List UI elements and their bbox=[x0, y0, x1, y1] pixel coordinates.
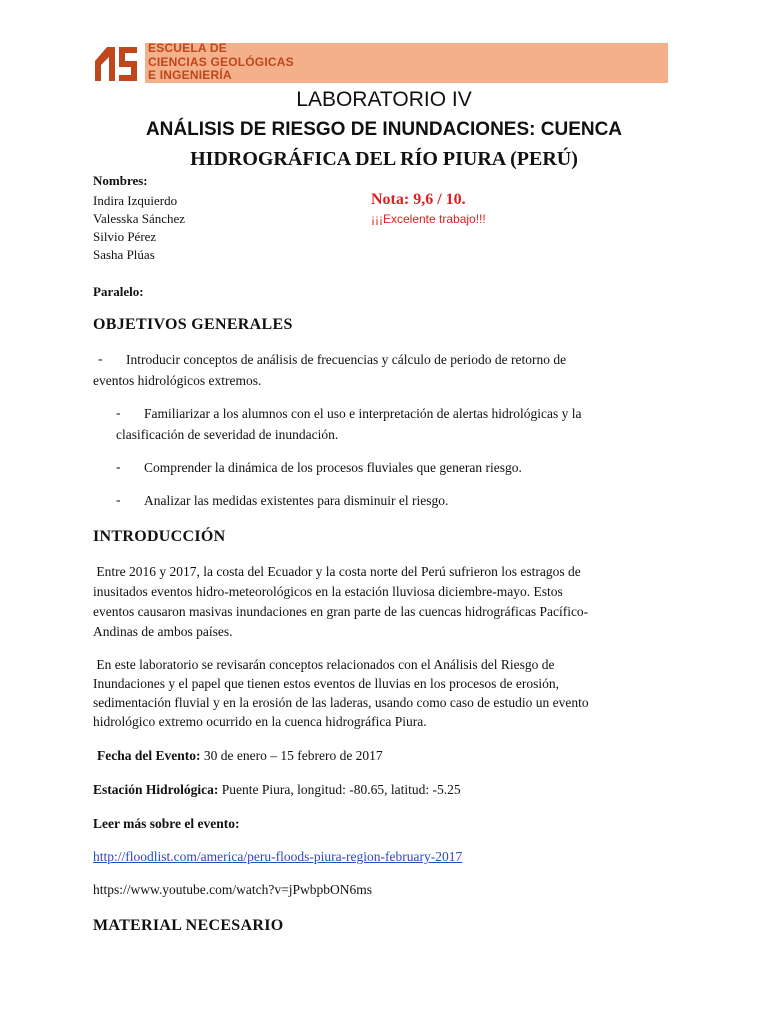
student-name: Silvio Pérez bbox=[93, 229, 157, 244]
document-title: LABORATORIO IV bbox=[296, 88, 472, 111]
objective-item-line: eventos hidrológicos extremos. bbox=[93, 373, 262, 388]
student-name: Valesska Sánchez bbox=[93, 211, 186, 226]
station-label: Estación Hidrológica: bbox=[93, 782, 219, 797]
student-name: Indira Izquierdo bbox=[93, 193, 178, 208]
paralelo-label: Paralelo: bbox=[93, 284, 144, 299]
bullet-dash: - bbox=[116, 405, 121, 420]
read-more-label: Leer más sobre el evento: bbox=[93, 816, 240, 831]
bullet-dash: - bbox=[116, 492, 121, 507]
event-date bbox=[97, 746, 383, 766]
school-name-line: E INGENIERÍA bbox=[148, 68, 232, 82]
objective-item-line: Familiarizar a los alumnos con el uso e interpretación de alertas hidrológicas y la bbox=[144, 406, 582, 421]
grade: Nota: 9,6 / 10. bbox=[371, 191, 466, 208]
event-date-value: 30 de enero – 15 febrero de 2017 bbox=[200, 748, 383, 763]
intro-paragraph-line: sedimentación fluvial y en la erosión de las laderas, usando como caso de estudio un evento bbox=[93, 695, 589, 710]
school-logo-icon bbox=[93, 43, 145, 83]
intro-paragraph-line: Entre 2016 y 2017, la costa del Ecuador y la costa norte del Perú sufrieron los estragos de bbox=[93, 564, 581, 579]
intro-paragraph-line: En este laboratorio se revisarán conceptos relacionados con el Análisis del Riesgo de bbox=[93, 657, 555, 672]
section-heading-objetivos: OBJETIVOS GENERALES bbox=[93, 316, 293, 333]
objective-item-line: Comprender la dinámica de los procesos fluviales que generan riesgo. bbox=[144, 460, 522, 475]
student-name: Sasha Plúas bbox=[93, 247, 155, 262]
intro-paragraph-line: Andinas de ambos países. bbox=[93, 624, 233, 639]
school-name bbox=[148, 42, 294, 83]
floodlist-link-container bbox=[93, 847, 462, 867]
names-label: Nombres: bbox=[93, 173, 148, 188]
youtube-url: https://www.youtube.com/watch?v=jPwbpbON6ms bbox=[93, 882, 372, 897]
document-subtitle-line1: ANÁLISIS DE RIESGO DE INUNDACIONES: CUENCA bbox=[145, 119, 623, 140]
section-heading-material: MATERIAL NECESARIO bbox=[93, 917, 284, 934]
names-list bbox=[93, 192, 185, 264]
section-heading-introduccion: INTRODUCCIÓN bbox=[93, 528, 226, 545]
grade-comment: ¡¡¡Excelente trabajo!!! bbox=[371, 212, 486, 226]
intro-paragraph-line: Inundaciones y el papel que tienen estos eventos de lluvias en los procesos de erosión, bbox=[93, 676, 560, 691]
bullet-dash: - bbox=[98, 351, 103, 366]
school-name-line: CIENCIAS GEOLÓGICAS bbox=[148, 54, 294, 69]
event-date-label: Fecha del Evento: bbox=[97, 748, 201, 763]
intro-paragraph-line: hidrológico extremo ocurrido en la cuenca hidrográfica Piura. bbox=[93, 714, 427, 729]
bullet-dash: - bbox=[116, 459, 121, 474]
station-value: Puente Piura, longitud: -80.65, latitud: -5.25 bbox=[218, 782, 461, 797]
station-info bbox=[93, 780, 461, 800]
objective-item-line: Introducir conceptos de análisis de frecuencias y cálculo de periodo de retorno de bbox=[126, 352, 567, 367]
floodlist-link[interactable]: http://floodlist.com/america/peru-floods-piura-region-february-2017 bbox=[93, 849, 463, 864]
document-subtitle-line2: HIDROGRÁFICA DEL RÍO PIURA (PERÚ) bbox=[190, 148, 578, 170]
objective-item-line: clasificación de severidad de inundación. bbox=[116, 427, 339, 442]
objective-item-line: Analizar las medidas existentes para disminuir el riesgo. bbox=[144, 493, 449, 508]
intro-paragraph-line: eventos causaron masivas inundaciones en gran parte de las cuencas hidrográficas Pacífico- bbox=[93, 604, 589, 619]
school-name-line: ESCUELA DE bbox=[148, 41, 227, 55]
intro-paragraph-line: inusitados eventos hidro-meteorológicos en la estación lluviosa diciembre-mayo. Estos bbox=[93, 584, 563, 599]
